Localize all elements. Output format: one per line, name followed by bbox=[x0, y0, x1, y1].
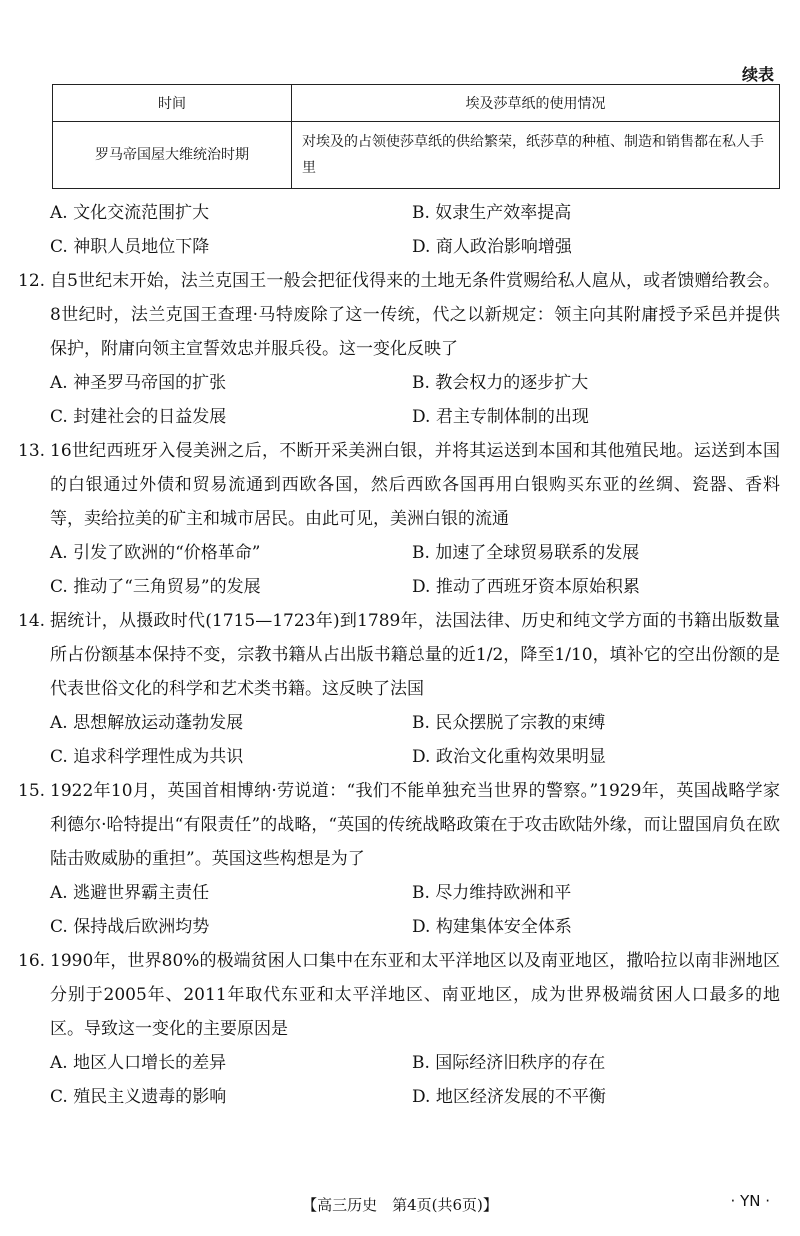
question-13 bbox=[18, 434, 780, 604]
table-cell-time: 罗马帝国屋大维统治时期 bbox=[53, 122, 292, 189]
table-row bbox=[53, 122, 780, 189]
page-footer: 【高三历史 第4页(共6页)】 bbox=[302, 1196, 498, 1214]
option-c[interactable]: C. 推动了“三角贸易”的发展 bbox=[50, 577, 261, 597]
option-c[interactable]: C. 保持战后欧洲均势 bbox=[50, 917, 210, 937]
option-d[interactable]: D. 推动了西班牙资本原始积累 bbox=[412, 577, 640, 597]
option-b[interactable]: B. 尽力维持欧洲和平 bbox=[412, 883, 572, 903]
option-a[interactable]: A. 地区人口增长的差异 bbox=[50, 1053, 227, 1073]
table-header-row bbox=[53, 85, 780, 122]
option-d[interactable]: D. 地区经济发展的不平衡 bbox=[412, 1087, 606, 1107]
question-number: 14. bbox=[18, 611, 46, 631]
option-b[interactable]: B. 国际经济旧秩序的存在 bbox=[412, 1053, 606, 1073]
question-15 bbox=[18, 774, 780, 944]
question-list bbox=[18, 196, 780, 1114]
question-stem: 1990年，世界80%的极端贫困人口集中在东亚和太平洋地区以及南亚地区，撒哈拉以南非洲地区分别于2005年、2011年取代东亚和太平洋地区、南亚地区，成为世界极端贫困人口最多的地区。导致这一变化的主要原因是 bbox=[50, 951, 780, 1039]
table-header-time: 时间 bbox=[53, 85, 292, 122]
question-number: 16. bbox=[18, 951, 46, 971]
question-number: 15. bbox=[18, 781, 46, 801]
question-stem: 据统计，从摄政时代(1715—1723年)到1789年，法国法律、历史和纯文学方面的书籍出版数量所占份额基本保持不变，宗教书籍从占出版书籍总量的近1/2，降至1/10，填补它的空出份额的是代表世俗文化的科学和艺术类书籍。这反映了法国 bbox=[50, 611, 780, 699]
question-stem: 1922年10月，英国首相博纳·劳说道：“我们不能单独充当世界的警察。”1929年，英国战略学家利德尔·哈特提出“有限责任”的战略，“英国的传统战略政策在于攻击欧陆外缘，而让盟国肩负在欧陆击败威胁的重担”。英国这些构想是为了 bbox=[50, 781, 780, 869]
table-cell-usage: 对埃及的占领使莎草纸的供给繁荣，纸莎草的种植、制造和销售都在私人手里 bbox=[292, 122, 780, 189]
question-stem: 16世纪西班牙入侵美洲之后，不断开采美洲白银，并将其运送到本国和其他殖民地。运送到本国的白银通过外债和贸易流通到西欧各国，然后西欧各国再用白银购买东亚的丝绸、瓷器、香料等，卖给拉美的矿主和城市居民。由此可见，美洲白银的流通 bbox=[50, 441, 780, 529]
table-header-usage: 埃及莎草纸的使用情况 bbox=[292, 85, 780, 122]
option-d[interactable]: D. 构建集体安全体系 bbox=[412, 917, 572, 937]
q11-option-c[interactable]: C. 神职人员地位下降 bbox=[50, 237, 210, 257]
question-number: 12. bbox=[18, 271, 46, 291]
q11-options bbox=[50, 196, 780, 264]
option-a[interactable]: A. 思想解放运动蓬勃发展 bbox=[50, 713, 244, 733]
option-a[interactable]: A. 神圣罗马帝国的扩张 bbox=[50, 373, 227, 393]
question-14 bbox=[18, 604, 780, 774]
q11-option-d[interactable]: D. 商人政治影响增强 bbox=[412, 237, 572, 257]
option-c[interactable]: C. 殖民主义遗毒的影响 bbox=[50, 1087, 227, 1107]
option-d[interactable]: D. 政治文化重构效果明显 bbox=[412, 747, 606, 767]
option-c[interactable]: C. 封建社会的日益发展 bbox=[50, 407, 227, 427]
continued-label: 续表 bbox=[741, 65, 774, 84]
question-16 bbox=[18, 944, 780, 1114]
option-b[interactable]: B. 加速了全球贸易联系的发展 bbox=[412, 543, 640, 563]
data-table bbox=[52, 84, 780, 189]
question-12 bbox=[18, 264, 780, 434]
option-a[interactable]: A. 引发了欧洲的“价格革命” bbox=[50, 543, 261, 563]
option-d[interactable]: D. 君主专制体制的出现 bbox=[412, 407, 589, 427]
q11-option-a[interactable]: A. 文化交流范围扩大 bbox=[50, 203, 210, 223]
question-stem: 自5世纪末开始，法兰克国王一般会把征伐得来的土地无条件赏赐给私人扈从，或者馈赠给教会。8世纪时，法兰克国王查理·马特废除了这一传统，代之以新规定：领主向其附庸授予采邑并提供保护，附庸向领主宣誓效忠并服兵役。这一变化反映了 bbox=[50, 271, 780, 359]
option-c[interactable]: C. 追求科学理性成为共识 bbox=[50, 747, 244, 767]
footer-region-code: · YN · bbox=[730, 1192, 770, 1210]
option-a[interactable]: A. 逃避世界霸主责任 bbox=[50, 883, 210, 903]
option-b[interactable]: B. 教会权力的逐步扩大 bbox=[412, 373, 589, 393]
option-b[interactable]: B. 民众摆脱了宗教的束缚 bbox=[412, 713, 606, 733]
q11-option-b[interactable]: B. 奴隶生产效率提高 bbox=[412, 203, 572, 223]
question-number: 13. bbox=[18, 441, 46, 461]
